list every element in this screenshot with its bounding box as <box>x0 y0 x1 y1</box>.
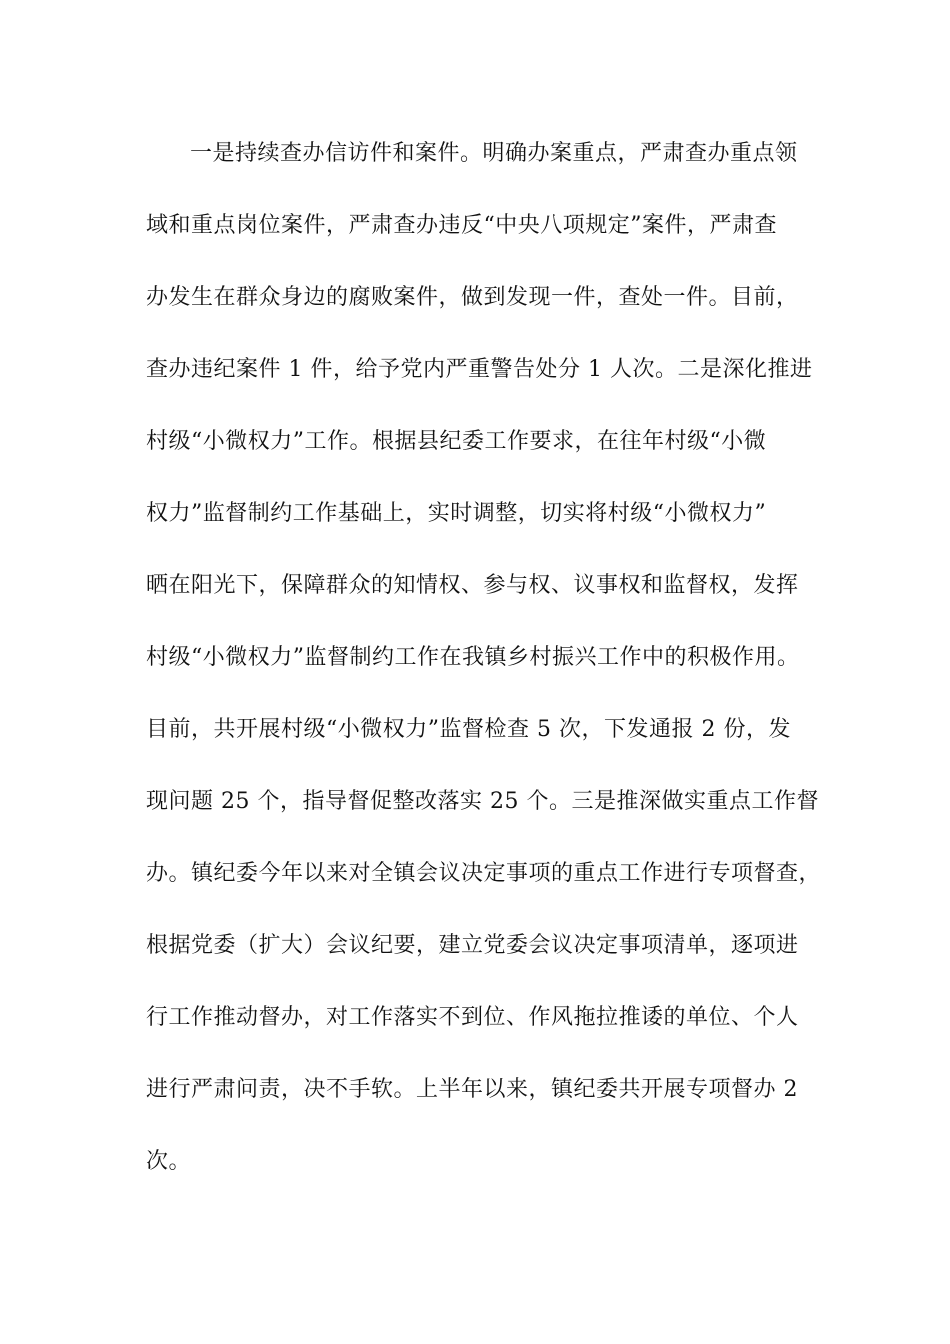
paragraph-line: 村级“小微权力”监督制约工作在我镇乡村振兴工作中的积极作用。 <box>146 645 800 670</box>
paragraph-line: 权力”监督制约工作基础上，实时调整，切实将村级“小微权力” <box>146 501 767 526</box>
paragraph-line: 一是持续查办信访件和案件。明确办案重点，严肃查办重点领 <box>190 141 798 166</box>
paragraph-line: 晒在阳光下，保障群众的知情权、参与权、议事权和监督权，发挥 <box>146 573 799 598</box>
paragraph-line: 次。 <box>146 1149 192 1174</box>
paragraph-line: 办。镇纪委今年以来对全镇会议决定事项的重点工作进行专项督查， <box>146 861 822 886</box>
paragraph-line: 行工作推动督办，对工作落实不到位、作风拖拉推诿的单位、个人 <box>146 1005 799 1030</box>
paragraph-line: 村级“小微权力”工作。根据县纪委工作要求，在往年村级“小微 <box>146 429 767 454</box>
paragraph-line: 办发生在群众身边的腐败案件，做到发现一件，查处一件。目前， <box>146 285 799 310</box>
paragraph-line: 根据党委（扩大）会议纪要，建立党委会议决定事项清单，逐项进 <box>146 933 799 958</box>
paragraph-line: 现问题 25 个，指导督促整改落实 25 个。三是推深做实重点工作督 <box>146 789 819 814</box>
paragraph-line: 进行严肃问责，决不手软。上半年以来，镇纪委共开展专项督办 2 <box>146 1077 798 1102</box>
paragraph-line: 查办违纪案件 1 件，给予党内严重警告处分 1 人次。二是深化推进 <box>146 357 813 382</box>
paragraph-line: 目前，共开展村级“小微权力”监督检查 5 次，下发通报 2 份，发 <box>146 717 791 742</box>
paragraph-line: 域和重点岗位案件，严肃查办违反“中央八项规定”案件，严肃查 <box>146 213 777 238</box>
